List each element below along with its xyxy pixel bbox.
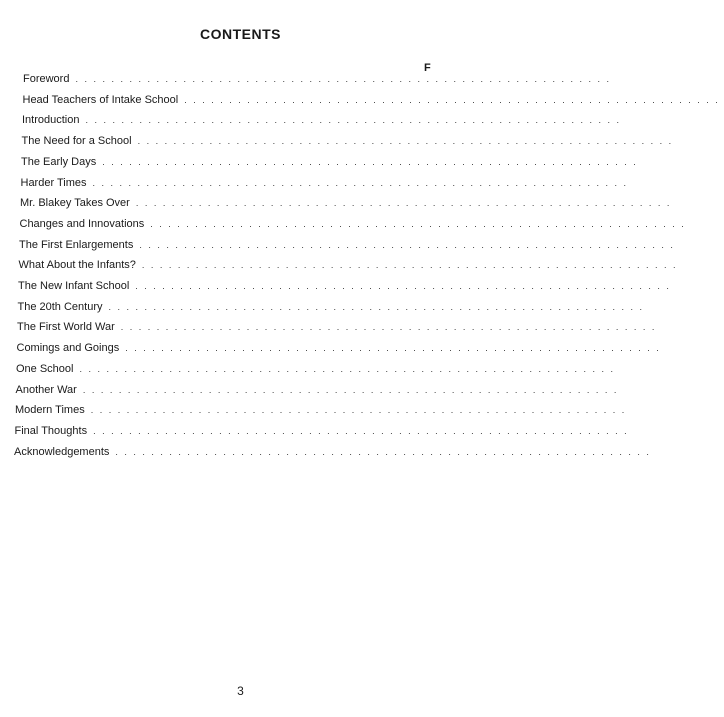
dot-leader: ............................................................ xyxy=(115,446,656,457)
toc-entry-label: Changes and Innovations xyxy=(19,217,145,230)
toc-entry xyxy=(20,176,633,195)
toc-entry-label: What About the Infants? xyxy=(18,259,136,272)
dot-leader: ............................................................ xyxy=(141,260,682,271)
page-column-marker: F xyxy=(424,62,431,74)
dot-leader: ............................................................ xyxy=(90,405,631,416)
dot-leader: ............................................................ xyxy=(82,384,623,395)
dot-leader: ............................................................ xyxy=(102,156,643,167)
dot-leader: ............................................................ xyxy=(150,218,691,229)
toc-entry-label: The Early Days xyxy=(21,155,97,168)
toc-entry xyxy=(18,280,676,298)
toc-entry xyxy=(14,445,656,464)
toc-entry xyxy=(21,135,678,153)
toc-entry xyxy=(14,424,634,443)
toc-entry-label: Acknowledgements xyxy=(14,445,110,458)
toc-entry-label: Comings and Goings xyxy=(16,342,120,355)
toc-entry xyxy=(19,238,680,257)
dot-leader: ............................................................ xyxy=(137,136,678,147)
page-number: 3 xyxy=(237,684,244,698)
toc-entry-label: The 20th Century xyxy=(17,300,103,313)
toc-entry xyxy=(22,93,724,112)
dot-leader: ............................................................ xyxy=(184,94,724,105)
toc-entry-label: Harder Times xyxy=(20,176,87,189)
dot-leader: ............................................................ xyxy=(85,115,626,126)
toc-entry-label: Foreword xyxy=(23,73,70,85)
toc-entry-label: The Need for a School xyxy=(21,135,132,148)
toc-entry xyxy=(15,404,631,422)
toc-entry xyxy=(17,300,649,319)
toc-entry-label: The First Enlargements xyxy=(19,238,134,251)
toc-entry xyxy=(17,321,661,339)
toc-entry-label: Head Teachers of Intake School xyxy=(22,93,179,106)
toc-entry xyxy=(16,342,666,360)
toc-entry xyxy=(16,362,620,381)
toc-entry xyxy=(18,259,682,277)
toc-entry-label: Introduction xyxy=(22,114,80,127)
dot-leader: ............................................................ xyxy=(135,198,676,209)
toc-entry xyxy=(15,383,623,402)
toc-entry xyxy=(20,197,676,215)
toc-entry-label: The First World War xyxy=(17,321,115,334)
toc-entry-label: Final Thoughts xyxy=(14,424,88,437)
toc-entry-label: The New Infant School xyxy=(18,280,130,292)
dot-leader: ............................................................ xyxy=(125,343,666,354)
toc-entry-label: One School xyxy=(16,362,74,375)
dot-leader: ............................................................ xyxy=(120,322,661,333)
dot-leader: ............................................................ xyxy=(108,301,649,312)
toc-entry xyxy=(23,73,616,91)
dot-leader: ............................................................ xyxy=(92,177,633,188)
dot-leader: ............................................................ xyxy=(135,281,676,291)
dot-leader: ............................................................ xyxy=(139,239,680,250)
contents-title: CONTENTS xyxy=(200,26,281,42)
toc-entry-label: Another War xyxy=(15,383,77,396)
toc-entry-label: Modern Times xyxy=(15,404,85,417)
dot-leader: ............................................................ xyxy=(75,74,616,84)
toc-entry-label: Mr. Blakey Takes Over xyxy=(20,197,130,210)
dot-leader: ............................................................ xyxy=(79,363,620,374)
toc-entry xyxy=(19,217,691,236)
dot-leader: ............................................................ xyxy=(93,425,634,436)
toc-entry xyxy=(21,155,643,174)
toc-entry xyxy=(22,114,626,132)
